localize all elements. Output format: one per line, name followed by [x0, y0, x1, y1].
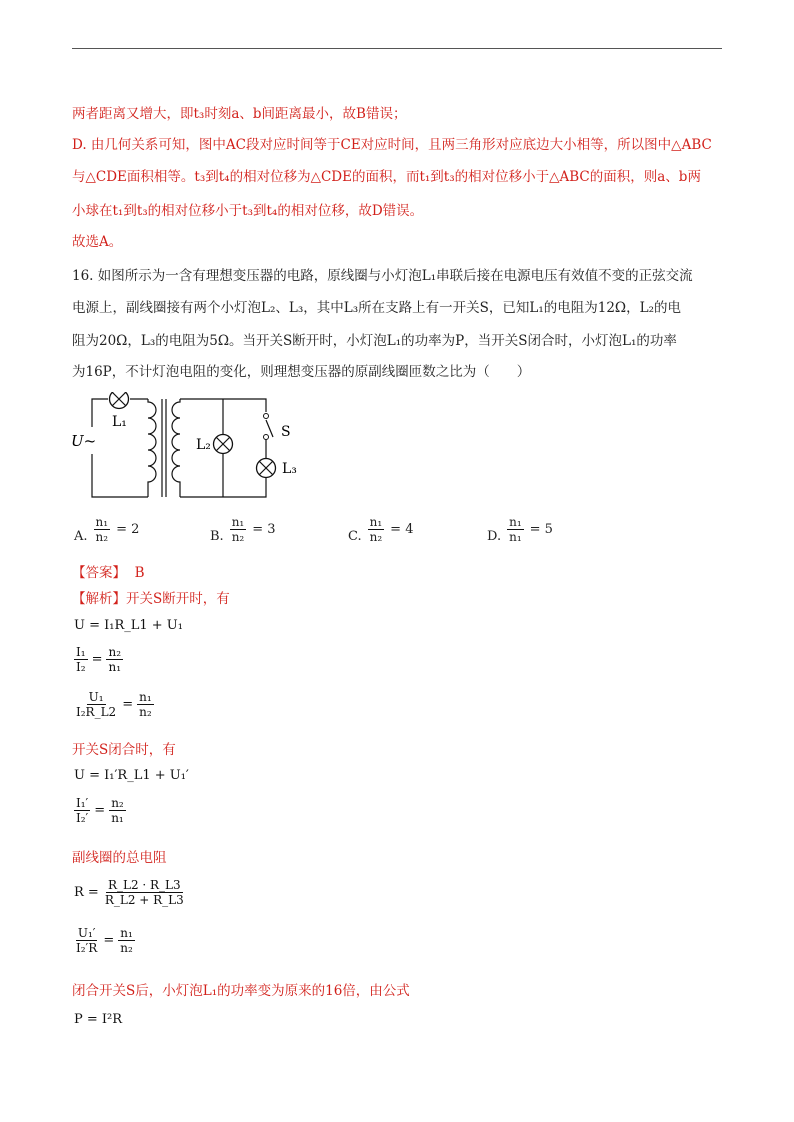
prev-solution-line-2: D. 由几何关系可知，图中AC段对应时间等于CE对应时间，且两三角形对应底边大小相等，所以图中△ABC [72, 137, 712, 153]
prev-solution-line-4: 小球在t₁到t₃的相对位移小于t₃到t₄的相对位移，故D错误。 [72, 203, 424, 219]
analysis-label: 【解析】 [72, 591, 126, 607]
option-a-letter: A. [74, 529, 88, 544]
option-d-fraction: $\frac{\text{n₁}}{\text{n₁}}$ [509, 515, 522, 544]
option-d[interactable] [487, 515, 553, 544]
prev-solution-line-1: 两者距离又增大，即t₃时刻a、b间距离最小，故B错误； [72, 106, 407, 122]
equation-5: $\frac{\text{I₁′}}{\text{I₂′}}$ = $\frac{\text{n₂}}{\text{n₁}}$ [76, 796, 124, 825]
lamp-l2-label: L₂ [196, 437, 211, 453]
lamp-l1-icon [110, 392, 129, 409]
option-b-fraction: $\frac{\text{n₁}}{\text{n₂}}$ [231, 515, 245, 544]
analysis-line [72, 589, 230, 609]
source-label: U~ [71, 432, 97, 450]
lamp-l3-label: L₃ [282, 461, 297, 477]
equation-2: $\frac{\text{I₁}}{\text{I₂}}$ = $\frac{\text{n₂}}{\text{n₁}}$ [76, 645, 122, 674]
prev-solution-line-3: 与△CDE面积相等。t₃到t₄的相对位移为△CDE的面积，而t₁到t₃的相对位移小于△ABC的面积，则a、b两 [72, 169, 701, 185]
option-d-letter: D. [487, 529, 502, 544]
prev-solution-conclusion: 故选A。 [72, 234, 123, 250]
switch-label: S [281, 424, 291, 440]
option-b-value: = 3 [252, 522, 276, 537]
answer-value: B [134, 565, 145, 581]
answer-label: 【答案】 [72, 565, 126, 581]
option-a-fraction: $\frac{\text{n₁}}{\text{n₂}}$ [95, 515, 109, 544]
equation-6: R = $\frac{R\_L2 \cdot R\_L3}{R\_L2 + R\_L3}$ [74, 878, 184, 907]
equation-8: P = I²R [74, 1012, 123, 1027]
total-resistance-text: 副线圈的总电阻 [72, 850, 167, 866]
answer-line [72, 563, 145, 583]
option-b-letter: B. [210, 529, 224, 544]
option-c-value: = 4 [390, 522, 414, 537]
question-line-3: 阻为20Ω，L₃的电阻为5Ω。当开关S断开时，小灯泡L₁的功率为P，当开关S闭合时，小灯泡L₁的功率 [72, 333, 677, 349]
question-line-2: 电源上，副线圈接有两个小灯泡L₂、L₃，其中L₃所在支路上有一开关S，已知L₁的电阻为12Ω，L₂的电 [72, 300, 682, 316]
option-a[interactable] [74, 515, 139, 544]
equation-3: $\frac{\text{U₁}}{\text{I₂R\_L2}}$ = $\frac{\text{n₁}}{\text{n₂}}$ [76, 690, 152, 719]
lamp-l3-icon [257, 459, 276, 478]
equation-4: U = I₁′R_L1 + U₁′ [74, 768, 189, 783]
question-line-1: 16. 如图所示为一含有理想变压器的电路，原线圈与小灯泡L₁串联后接在电源电压有效值不变的正弦交流 [72, 268, 693, 284]
equation-7: $\frac{\text{U₁′}}{\text{I₂′R}}$ = $\frac{\text{n₁}}{\text{n₂}}$ [76, 926, 133, 955]
lamp-l1-label: L₁ [112, 414, 127, 430]
option-d-value: = 5 [529, 522, 553, 537]
option-b[interactable] [210, 515, 276, 544]
header-rule [72, 48, 722, 49]
transformer-circuit-diagram [70, 392, 310, 504]
switch-open-text: 开关S断开时，有 [126, 591, 230, 607]
option-c[interactable] [348, 515, 413, 544]
lamp-l2-icon [214, 435, 233, 454]
switch-closed-text: 开关S闭合时，有 [72, 742, 176, 758]
power-formula-text: 闭合开关S后，小灯泡L₁的功率变为原来的16倍，由公式 [72, 983, 410, 999]
option-c-letter: C. [348, 529, 362, 544]
question-line-4: 为16P，不计灯泡电阻的变化，则理想变压器的原副线圈匝数之比为（ ） [72, 364, 531, 380]
equation-1: U = I₁R_L1 + U₁ [74, 618, 183, 633]
option-a-value: = 2 [116, 522, 140, 537]
option-c-fraction: $\frac{\text{n₁}}{\text{n₂}}$ [369, 515, 383, 544]
